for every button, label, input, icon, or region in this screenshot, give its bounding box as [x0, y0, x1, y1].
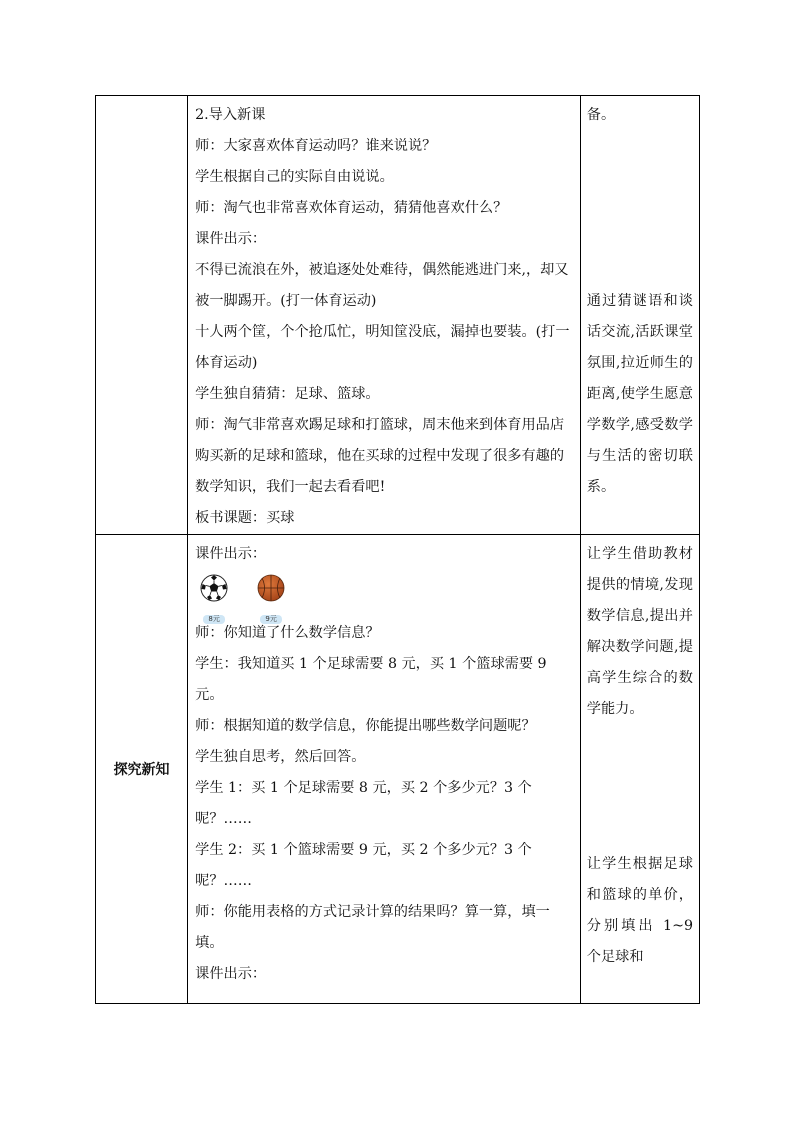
teacher-line: 师：淘气非常喜欢踢足球和打篮球，周末他来到体育用品店购买新的足球和篮球，他在买球的过程中发现了很多有趣的数学知识，我们一起去看看吧! — [195, 417, 565, 495]
table-row — [96, 96, 700, 535]
design-note: 让学生根据足球和篮球的单价，分别填出 1~9 个足球和 — [586, 856, 693, 965]
design-note: 让学生借助教材提供的情境,发现数学信息,提出并解决数学问题,提高学生综合的数学能力。 — [586, 546, 693, 717]
note-continuation: 备。 — [586, 107, 616, 123]
note-cell — [580, 535, 699, 1004]
content-cell — [188, 96, 581, 535]
courseware-label: 课件出示： — [195, 546, 267, 562]
content-cell — [188, 535, 581, 1004]
note-cell — [580, 96, 699, 535]
riddle-2: 十人两个筐，个个抢瓜忙，明知筐没底，漏掉也要装。(打一体育运动) — [195, 324, 570, 371]
teacher-line: 师：根据知道的数学信息，你能提出哪些数学问题呢？ — [195, 718, 536, 734]
ball-images — [195, 570, 573, 623]
basketball-icon — [257, 574, 285, 602]
basketball-price-tag: 9元 — [260, 615, 281, 624]
riddle-1: 不得已流浪在外，被追逐处处难待，偶然能逃进门来,，却又被一脚踢开。(打一体育运动) — [195, 262, 569, 309]
student-line: 学生根据自己的实际自由说说。 — [195, 169, 394, 185]
lesson-plan-table — [95, 95, 700, 1004]
stage-cell — [96, 96, 188, 535]
teacher-line: 师：你能用表格的方式记录计算的结果吗？算一算，填一填。 — [195, 904, 550, 951]
teacher-line: 师：你知道了什么数学信息？ — [195, 625, 380, 641]
teacher-line: 师：大家喜欢体育运动吗？谁来说说？ — [195, 138, 437, 154]
student-line: 学生独自思考，然后回答。 — [195, 749, 366, 765]
football-item — [197, 574, 231, 633]
student-line: 学生：我知道买 1 个足球需要 8 元，买 1 个篮球需要 9 元。 — [195, 656, 547, 703]
board-title: 板书课题：买球 — [195, 510, 295, 526]
student-line: 学生独自猜猜：足球、篮球。 — [195, 386, 380, 402]
student-answer-2: 学生 2：买 1 个篮球需要 9 元，买 2 个多少元？3 个呢？…… — [195, 842, 532, 889]
teacher-line: 师：淘气也非常喜欢体育运动，猜猜他喜欢什么？ — [195, 200, 508, 216]
courseware-label: 课件出示： — [195, 231, 267, 247]
design-note: 通过猜谜语和谈话交流,活跃课堂氛围,拉近师生的距离,使学生愿意学数学,感受数学与生活的密切联系。 — [586, 293, 693, 495]
courseware-label: 课件出示： — [195, 966, 267, 982]
stage-cell: 探究新知 — [96, 535, 188, 1004]
section-heading: 2.导入新课 — [195, 107, 266, 123]
football-price-tag: 8元 — [203, 615, 224, 624]
football-icon — [200, 574, 228, 602]
student-answer-1: 学生 1：买 1 个足球需要 8 元，买 2 个多少元？3 个呢？…… — [195, 780, 532, 827]
basketball-item — [254, 574, 288, 633]
table-row — [96, 535, 700, 1004]
